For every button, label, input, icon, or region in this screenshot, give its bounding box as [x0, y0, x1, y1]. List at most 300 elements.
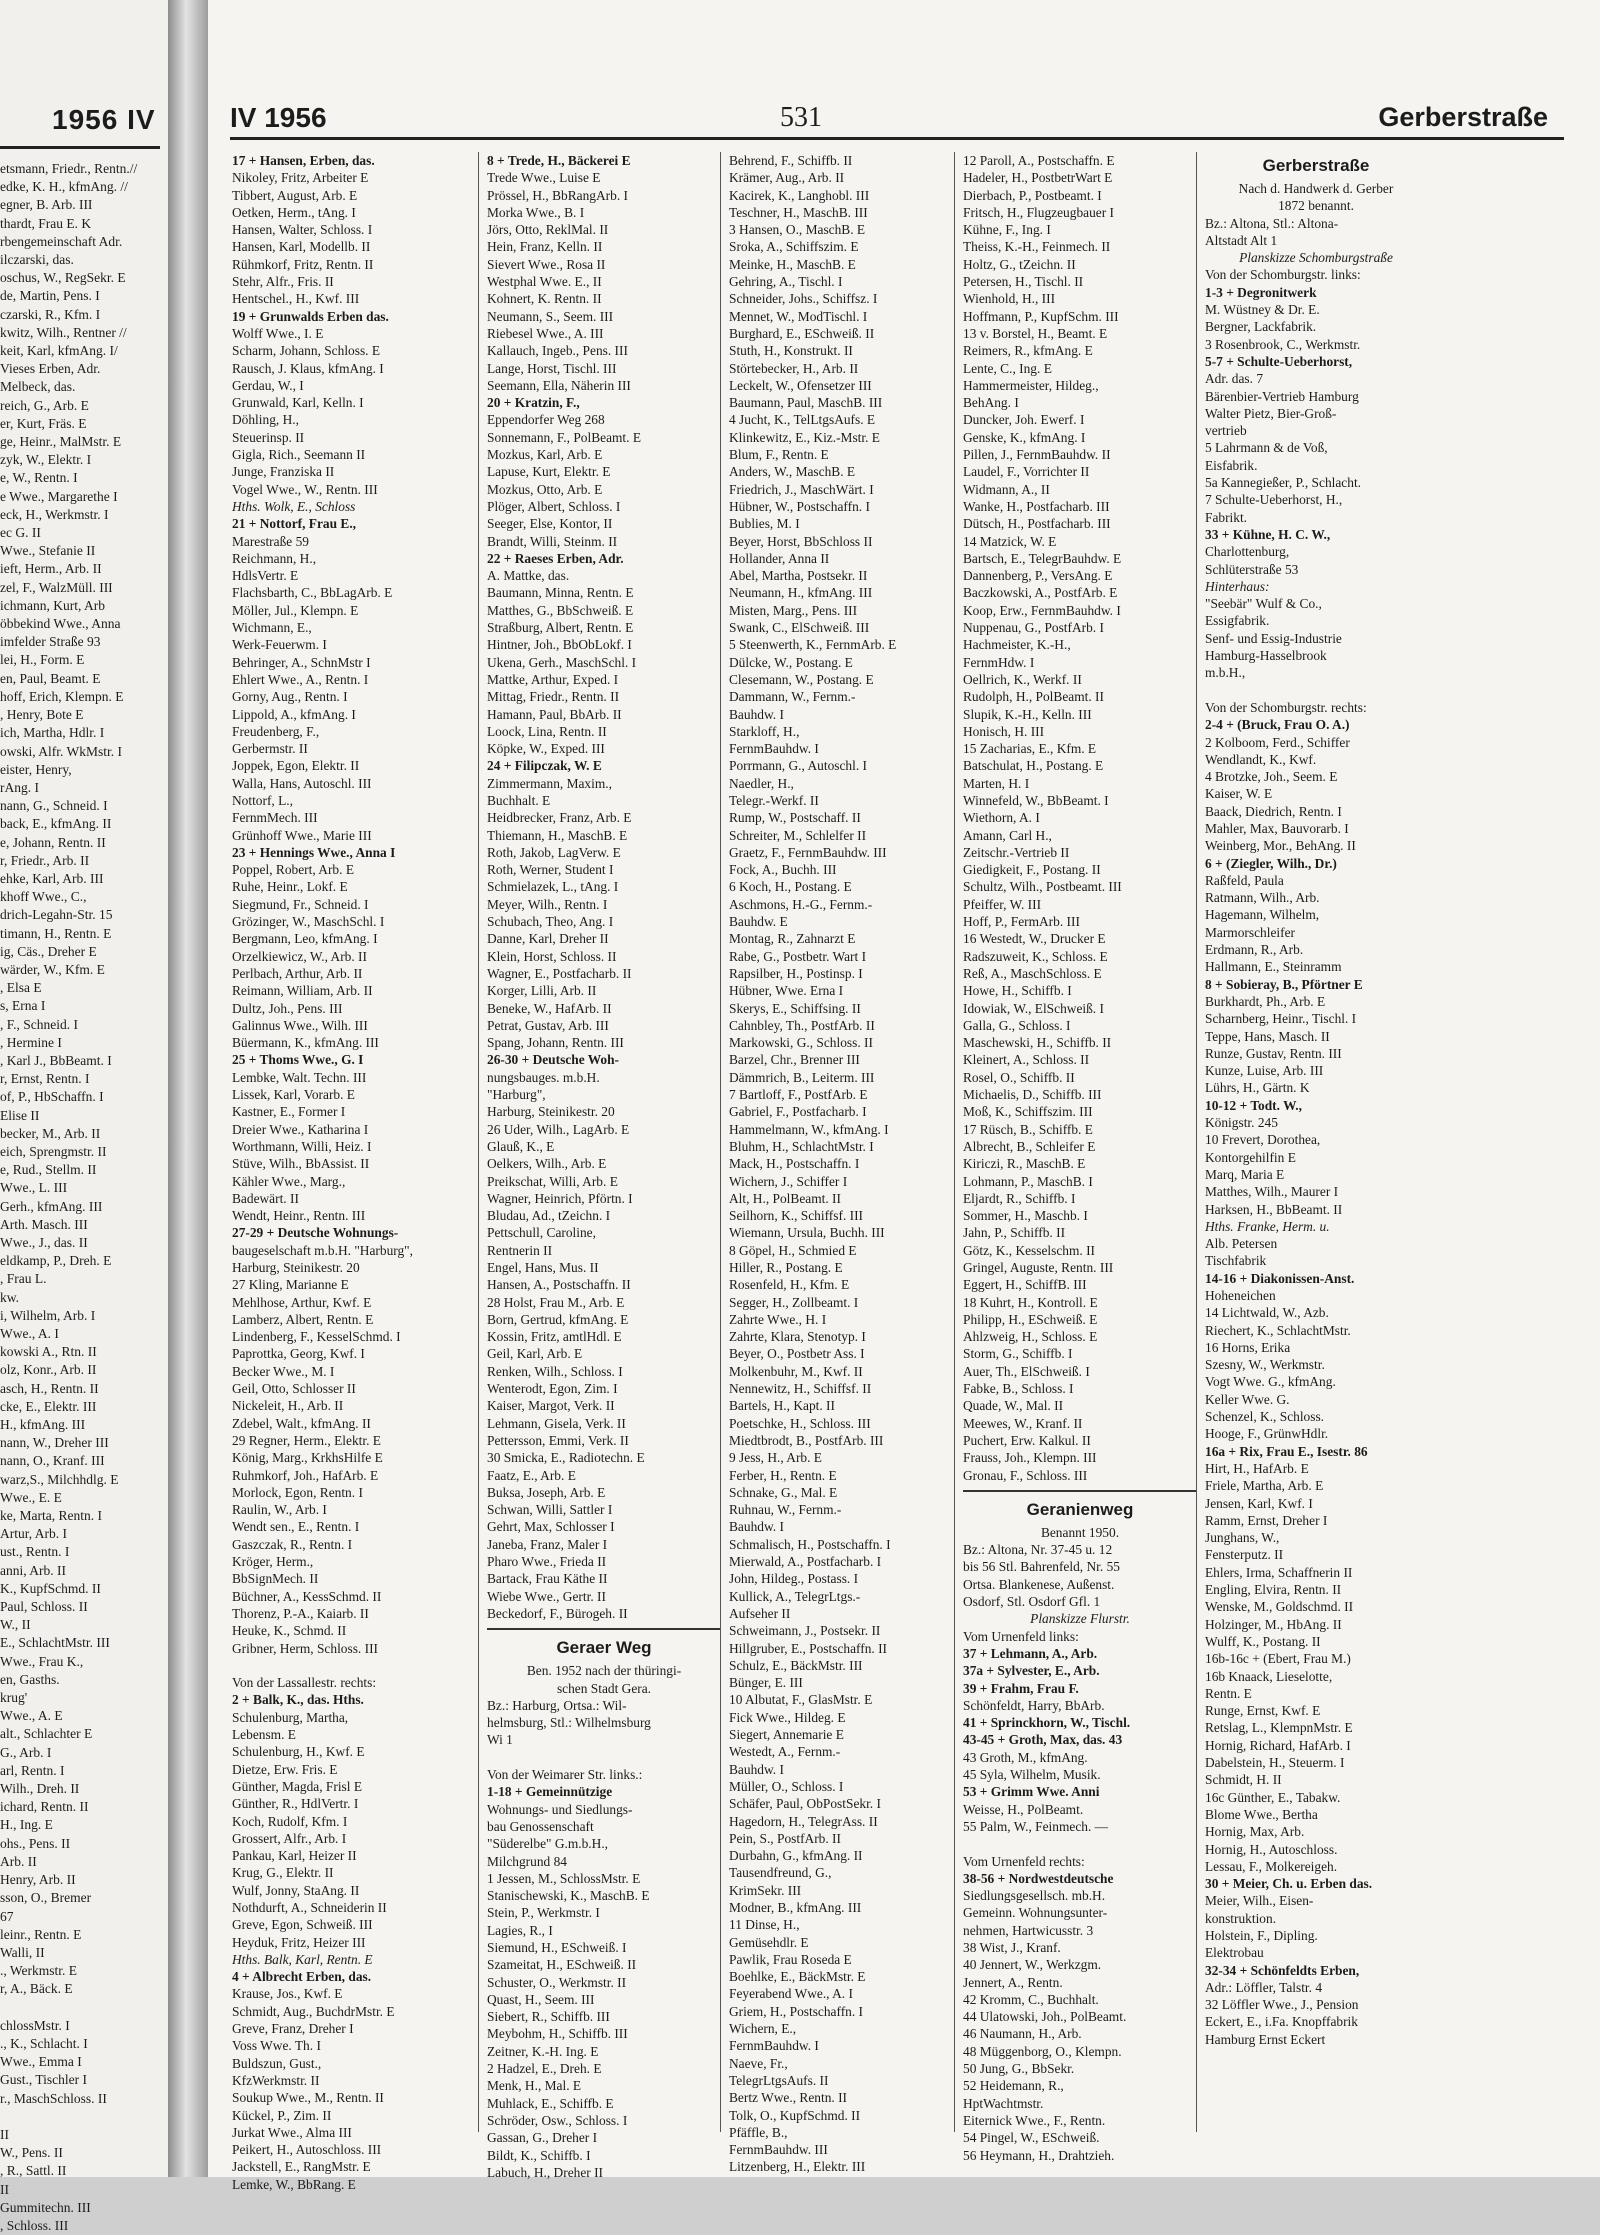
directory-entry: Geil, Karl, Arb. E [487, 1346, 583, 1362]
directory-entry: Auer, Th., ElSchweiß. I [963, 1363, 1090, 1379]
directory-entry: Junghans, W., [1205, 1530, 1280, 1546]
directory-entry: Erdmann, R., Arb. [1205, 942, 1304, 958]
directory-entry: Kähler Wwe., Marg., [232, 1173, 346, 1189]
directory-entry: Straßburg, Albert, Rentn. E [487, 620, 634, 636]
directory-entry: Lamberz, Albert, Rentn. E [232, 1311, 374, 1327]
directory-entry: Dreier Wwe., Katharina I [232, 1121, 369, 1137]
directory-entry: Graetz, F., FernmBauhdw. III [729, 844, 887, 860]
directory-entry: Mehlhose, Arthur, Kwf. E [232, 1294, 372, 1310]
left-page-line: , Frau L. [0, 1271, 47, 1287]
left-page-line: lei, H., Form. E [0, 652, 85, 668]
directory-entry: 16 Westedt, W., Drucker E [963, 931, 1106, 947]
directory-entry: Wagner, E., Postfacharb. II [487, 965, 632, 981]
directory-entry: 2 + Balk, K., das. Hths. [232, 1692, 364, 1708]
directory-entry: Kückel, P., Zim. II [232, 2107, 332, 2123]
directory-entry: 28 Holst, Frau M., Arb. E [487, 1294, 625, 1310]
directory-entry: 8 Göpel, H., Schmied E [729, 1242, 857, 1258]
directory-entry: Adr.: Löffler, Talstr. 4 [1205, 1979, 1323, 1995]
directory-entry: Hillgruber, E., Postschaffn. II [729, 1640, 888, 1656]
directory-entry: Jennert, A., Rentn. [963, 1974, 1063, 1990]
left-page-line: de, Martin, Pens. I [0, 288, 100, 304]
left-page-line: ust., Rentn. I [0, 1544, 70, 1560]
directory-entry: Ruhmkorf, Joh., HafArb. E [232, 1467, 379, 1483]
directory-entry: Siegmund, Fr., Schneid. I [232, 896, 369, 912]
directory-entry: Teppe, Hans, Masch. II [1205, 1028, 1330, 1044]
directory-entry: Eljardt, R., Schiffb. I [963, 1190, 1076, 1206]
directory-entry: Philipp, H., ESchweiß. E [963, 1311, 1098, 1327]
directory-entry: Pillen, J., FernmBauhdw. II [963, 447, 1111, 463]
directory-entry: Gronau, F., Schloss. III [963, 1467, 1088, 1483]
directory-entry: Dannenberg, P., VersAng. E [963, 568, 1113, 584]
left-page-line: r, A., Bäck. E [0, 1981, 73, 1997]
directory-entry: Geil, Otto, Schlosser II [232, 1381, 356, 1397]
left-page-line: etsmann, Friedr., Rentn.// [0, 161, 138, 176]
directory-entry: Pawlik, Frau Roseda E [729, 1951, 852, 1967]
left-page-line: Melbeck, das. [0, 379, 76, 395]
directory-entry: Gabriel, F., Postfacharb. I [729, 1104, 867, 1120]
directory-entry: Pharo Wwe., Frieda II [487, 1554, 607, 1570]
directory-entry: Von der Schomburgstr. links: [1205, 267, 1361, 283]
directory-entry: Sroka, A., Schiffszim. E [729, 239, 859, 255]
directory-entry: 16c Günther, E., Tabakw. [1205, 1789, 1341, 1805]
directory-entry: Molkenbuhr, M., Kwf. II [729, 1363, 863, 1379]
directory-entry: 13 v. Borstel, H., Beamt. E [963, 325, 1108, 341]
directory-entry: 27 Kling, Marianne E [232, 1277, 349, 1293]
directory-entry: Stein, P., Werkmstr. I [487, 1905, 600, 1921]
directory-entry: Morlock, Egon, Rentn. I [232, 1484, 363, 1500]
directory-entry: Morka Wwe., B. I [487, 204, 585, 220]
directory-entry: Bz.: Altona, Stl.: Altona- [1205, 215, 1339, 231]
left-page-line: wärder, W., Kfm. E [0, 961, 105, 977]
directory-entry: Brandt, Willi, Steinm. II [487, 533, 618, 549]
directory-entry: Müller, O., Schloss. I [729, 1778, 844, 1794]
directory-entry: Runze, Gustav, Rentn. III [1205, 1045, 1342, 1061]
directory-entry: Krug, G., Elektr. II [232, 1865, 334, 1881]
directory-entry: Nuppenau, G., PostfArb. I [963, 620, 1104, 636]
directory-entry: Gehring, A., Tischl. I [729, 274, 843, 290]
directory-entry: Von der Lassallestr. rechts: [232, 1675, 377, 1691]
directory-entry: Lessau, F., Molkereigeh. [1205, 1858, 1338, 1874]
directory-entry: 33 + Kühne, H. C. W., [1205, 526, 1331, 542]
directory-entry: Reimann, William, Arb. II [232, 983, 373, 999]
left-page-line: en, Paul, Beamt. E [0, 670, 101, 686]
directory-entry: Kacirek, K., Langhobl. III [729, 187, 870, 203]
left-page-line: czarski, R., Kfm. I [0, 306, 101, 322]
directory-entry: Wulf, Jonny, StaAng. II [232, 1882, 360, 1898]
left-page-line: e, Johann, Rentn. II [0, 834, 106, 850]
directory-entry: Matthes, G., BbSchweiß. E [487, 602, 634, 618]
directory-entry: Schulenburg, Martha, [232, 1709, 349, 1725]
directory-entry: Fock, A., Buchh. III [729, 862, 837, 878]
directory-entry: Lemke, W., BbRang. E [232, 2176, 356, 2192]
left-page-line: Artur, Arb. I [0, 1526, 67, 1542]
directory-entry: Trede Wwe., Luise E [487, 170, 601, 186]
directory-entry: Grünhoff Wwe., Marie III [232, 827, 372, 843]
directory-entry: Beneke, W., HafArb. II [487, 1000, 612, 1016]
directory-entry: Zahrte Wwe., H. I [729, 1311, 827, 1327]
directory-entry: Fick Wwe., Hildeg. E [729, 1709, 846, 1725]
directory-column-2 [478, 152, 721, 2180]
directory-entry: Bartels, H., Kapt. II [729, 1398, 835, 1414]
directory-entry: Quast, H., Seem. III [487, 1991, 595, 2007]
directory-entry: Hooge, F., GrünwHdlr. [1205, 1426, 1329, 1442]
left-page-line: of, P., HbSchaffn. I [0, 1089, 104, 1105]
directory-entry: Lapuse, Kurt, Elektr. E [487, 464, 611, 480]
directory-entry: 38-56 + Nordwestdeutsche [963, 1870, 1114, 1886]
left-page-line [0, 2108, 160, 2126]
directory-entry: 43-45 + Groth, Max, das. 43 [963, 1732, 1123, 1748]
left-page-line: imfelder Straße 93 [0, 634, 101, 650]
directory-entry: Petrat, Gustav, Arb. III [487, 1017, 609, 1033]
left-page-line: e Wwe., Margarethe I [0, 488, 118, 504]
directory-entry: 4 + Albrecht Erben, das. [232, 1969, 372, 1985]
left-page-line: sson, O., Bremer [0, 1890, 92, 1906]
left-page-line: er, Kurt, Fräs. E [0, 415, 87, 431]
directory-entry: Wichern, J., Schiffer I [729, 1173, 848, 1189]
directory-entry: Schmidt, H. II [1205, 1772, 1282, 1788]
directory-entry: Leckelt, W., Ofensetzer III [729, 377, 872, 393]
directory-entry: Bergner, Lackfabrik. [1205, 319, 1317, 335]
directory-entry: Cahnbley, Th., PostfArb. II [729, 1017, 875, 1033]
left-page-line: E., SchlachtMstr. III [0, 1635, 110, 1651]
directory-entry: 6 Koch, H., Postang. E [729, 879, 852, 895]
directory-entry: Plöger, Albert, Schloss. I [487, 498, 621, 514]
directory-entry: Bauhdw. I [729, 706, 784, 722]
directory-entry: Engling, Elvira, Rentn. II [1205, 1582, 1342, 1598]
directory-entry: 8 + Sobieray, B., Pförtner E [1205, 976, 1363, 992]
directory-entry: Renken, Wilh., Schloss. I [487, 1363, 623, 1379]
left-page-line: krug' [0, 1690, 28, 1706]
directory-entry: Misten, Marg., Pens. III [729, 602, 858, 618]
directory-entry: Pfäffle, B., [729, 2124, 788, 2140]
directory-entry: 38 Wist, J., Kranf. [963, 1939, 1061, 1955]
left-page-line: ge, Heinr., MalMstr. E [0, 434, 122, 450]
directory-entry: Lissek, Karl, Vorarb. E [232, 1087, 355, 1103]
directory-entry: FernmBauhdw. III [729, 2142, 828, 2158]
left-page-line: K., KupfSchmd. II [0, 1580, 101, 1596]
directory-entry: Wohnungs- und Siedlungs- [487, 1801, 633, 1817]
street-heading: Geraer Weg [487, 1628, 721, 1662]
left-page-line: , Elsa E [0, 980, 42, 996]
directory-entry: Koop, Erw., FernmBauhdw. I [963, 602, 1121, 618]
directory-entry: Moß, K., Schiffszim. III [963, 1104, 1093, 1120]
left-page-line: oschus, W., RegSekr. E [0, 270, 126, 286]
directory-entry: Miedtbrodt, B., PostfArb. III [729, 1432, 884, 1448]
left-page-line: kowski A., Rtn. II [0, 1344, 97, 1360]
directory-entry: Reß, A., MaschSchloss. E [963, 965, 1102, 981]
directory-entry: Siebert, R., Schiffb. III [487, 2009, 610, 2025]
directory-entry: Hirt, H., HafArb. E [1205, 1460, 1309, 1476]
left-page-line: thardt, Frau E. K [0, 215, 92, 231]
directory-entry: 41 + Sprinckhorn, W., Tischl. [963, 1715, 1131, 1731]
directory-entry: Marq, Maria E [1205, 1166, 1285, 1182]
directory-entry: Bartack, Frau Käthe II [487, 1571, 608, 1587]
directory-entry: Hths. Franke, Herm. u. [1205, 1218, 1330, 1234]
directory-page [208, 0, 1600, 2192]
directory-entry: Flachsbarth, C., BbLagArb. E [232, 585, 393, 601]
directory-entry: 45 Syla, Wilhelm, Musik. [963, 1767, 1101, 1783]
directory-entry: Genske, K., kfmAng. I [963, 429, 1086, 445]
directory-entry: 26-30 + Deutsche Woh- [487, 1052, 619, 1068]
directory-entry: Elektrobau [1205, 1945, 1264, 1961]
directory-entry: Burkhardt, Ph., Arb. E [1205, 993, 1326, 1009]
directory-entry: 5-7 + Schulte-Ueberhorst, [1205, 353, 1353, 369]
directory-entry: Dammann, W., Fernm.- [729, 689, 856, 705]
directory-entry: Dietze, Erw. Fris. E [232, 1761, 338, 1777]
directory-entry: 30 + Meier, Ch. u. Erben das. [1205, 1876, 1373, 1892]
directory-entry: Schubach, Theo, Ang. I [487, 914, 614, 930]
directory-entry: Schmalisch, H., Postschaffn. I [729, 1536, 891, 1552]
directory-entry: Stehr, Alfr., Fris. II [232, 274, 334, 290]
left-page-line [0, 1999, 160, 2017]
directory-entry: Griem, H., Postschaffn. I [729, 2003, 864, 2019]
left-page-line: reich, G., Arb. E [0, 397, 89, 413]
directory-entry: Hoheneichen [1205, 1288, 1276, 1303]
directory-entry: Mozkus, Karl, Arb. E [487, 447, 603, 463]
directory-entry: Rausch, J. Klaus, kfmAng. I [232, 360, 384, 376]
directory-entry: Wendlandt, K., Kwf. [1205, 751, 1317, 767]
directory-entry: 54 Pingel, W., ESchweiß. [963, 2130, 1100, 2146]
directory-entry: 10-12 + Todt. W., [1205, 1097, 1302, 1113]
left-page-line: alt., Schlachter E [0, 1726, 93, 1742]
directory-entry: Mierwald, A., Postfacharb. I [729, 1554, 882, 1570]
directory-entry: 14 Lichtwald, W., Azb. [1205, 1305, 1329, 1321]
directory-entry: 11 Dinse, H., [729, 1917, 800, 1933]
directory-entry: Grossert, Alfr., Arb. I [232, 1830, 347, 1846]
left-page-line: rbengemeinschaft Adr. [0, 233, 123, 249]
directory-entry: Bauhdw. I [729, 1519, 784, 1535]
directory-entry: Marestraße 59 [232, 533, 309, 549]
directory-entry: Schmidt, Aug., BuchdrMstr. E [232, 2003, 395, 2019]
directory-entry: Michaelis, D., Schiffb. III [963, 1087, 1102, 1103]
directory-entry: 9 Jess, H., Arb. E [729, 1450, 822, 1466]
directory-entry: Zimmermann, Maxim., [487, 775, 612, 791]
page-header [208, 96, 1600, 140]
left-page-line: en, Gasths. [0, 1671, 60, 1687]
directory-columns [232, 152, 1566, 2192]
left-page-line: W., Pens. II [0, 2145, 63, 2161]
directory-entry: Marten, H. I [963, 775, 1030, 791]
directory-entry: Reimers, R., kfmAng. E [963, 343, 1093, 359]
directory-entry: Zahrte, Klara, Stenotyp. I [729, 1329, 866, 1345]
left-page-line: hoff, Erich, Klempn. E [0, 688, 124, 704]
directory-entry: 4 Jucht, K., TelLtgsAufs. E [729, 412, 876, 428]
directory-entry: Bärenbier-Vertrieb Hamburg [1205, 388, 1359, 404]
directory-entry: Quade, W., Mal. II [963, 1398, 1064, 1414]
directory-entry: Zeitner, K.-H. Ing. E [487, 2043, 599, 2059]
directory-entry: Rentnerin II [487, 1242, 553, 1258]
directory-entry: Voss Wwe. Th. I [232, 2038, 321, 2054]
directory-entry: Lohmann, P., MaschB. I [963, 1173, 1093, 1189]
directory-entry: Pankau, Karl, Heizer II [232, 1848, 357, 1864]
left-page-line: khoff Wwe., C., [0, 889, 87, 905]
directory-entry: Siegert, Annemarie E [729, 1727, 844, 1743]
directory-entry: Junge, Franziska II [232, 464, 335, 480]
directory-entry: Lange, Horst, Tischl. III [487, 360, 617, 376]
directory-entry: Clesemann, W., Postang. E [729, 671, 874, 687]
directory-entry: Grözinger, W., MaschSchl. I [232, 914, 385, 930]
directory-entry: Hamann, Paul, BbArb. II [487, 706, 622, 722]
left-page-line: edke, K. H., kfmAng. // [0, 179, 128, 195]
directory-entry: Büchner, A., KessSchmd. II [232, 1588, 382, 1604]
directory-entry: Hansen, A., Postschaffn. II [487, 1277, 631, 1293]
left-page-line: W., II [0, 1617, 31, 1633]
directory-entry: Telegr.-Werkf. II [729, 792, 819, 808]
left-page-line: ig, Cäs., Dreher E [0, 943, 97, 959]
directory-entry: Kastner, E., Former I [232, 1104, 346, 1120]
directory-entry: Stuth, H., Konstrukt. II [729, 343, 853, 359]
directory-entry: 53 + Grimm Wwe. Anni [963, 1784, 1100, 1800]
directory-entry: Rudolph, H., PolBeamt. II [963, 689, 1104, 705]
directory-entry: Fabrikt. [1205, 509, 1248, 525]
directory-entry: John, Hildeg., Postass. I [729, 1571, 859, 1587]
left-page-line: i, Wilhelm, Arb. I [0, 1307, 96, 1323]
directory-entry: Krämer, Aug., Arb. II [729, 170, 845, 186]
directory-entry: Mattke, Arthur, Exped. I [487, 671, 619, 687]
directory-entry: Burghard, E., ESchweiß. II [729, 325, 875, 341]
left-page-line: nann, O., Kranf. III [0, 1453, 105, 1469]
left-facing-page [0, 0, 169, 2233]
directory-entry: Eisfabrik. [1205, 457, 1258, 473]
directory-entry: Kiriczi, R., MaschB. E [963, 1156, 1086, 1172]
directory-entry: Wenterodt, Egon, Zim. I [487, 1381, 618, 1397]
directory-entry: Retslag, L., KlempnMstr. E [1205, 1720, 1353, 1736]
directory-entry: Riechert, K., SchlachtMstr. [1205, 1322, 1351, 1338]
directory-entry: Nennewitz, H., Schiffsf. II [729, 1381, 872, 1397]
directory-entry: Roth, Werner, Student I [487, 862, 614, 878]
directory-entry: 37a + Sylvester, E., Arb. [963, 1663, 1100, 1679]
directory-entry: Hornig, Richard, HafArb. I [1205, 1737, 1351, 1753]
directory-entry: Buldszun, Gust., [232, 2055, 322, 2071]
left-page-line: , F., Schneid. I [0, 1016, 79, 1032]
directory-entry: Ramm, Ernst, Dreher I [1205, 1512, 1328, 1528]
directory-entry: Tolk, O., KupfSchmd. II [729, 2107, 861, 2123]
directory-entry: Gassan, G., Dreher I [487, 2130, 598, 2146]
directory-entry: Charlottenburg, [1205, 544, 1290, 560]
directory-entry: Osdorf, Stl. Osdorf Gfl. 1 [963, 1594, 1101, 1610]
left-page-line: ichard, Rentn. II [0, 1799, 89, 1815]
directory-entry: Ortsa. Blankenese, Außenst. [963, 1576, 1115, 1592]
directory-entry: Nikoley, Fritz, Arbeiter E [232, 170, 369, 186]
directory-entry: Hachmeister, K.-H., [963, 637, 1071, 653]
directory-entry: bau Genossenschaft [487, 1818, 594, 1834]
directory-entry: Bauhdw. E [729, 914, 788, 930]
directory-entry: Siemund, H., ESchweiß. I [487, 1939, 627, 1955]
left-page-line: Wwe., Emma I [0, 2054, 82, 2070]
directory-entry: Schreiter, M., Schlelfer II [729, 827, 867, 843]
directory-entry: Fritsch, H., Flugzeugbauer I [963, 204, 1114, 220]
directory-entry: Lehmann, Gisela, Verk. II [487, 1415, 626, 1431]
directory-entry: Thorenz, P.-A., Kaiarb. II [232, 1605, 369, 1621]
directory-entry [963, 1835, 1197, 1852]
directory-entry: Bludau, Ad., tZeichn. I [487, 1208, 611, 1224]
directory-entry: Klinkewitz, E., Kiz.-Mstr. E [729, 429, 880, 445]
directory-entry: Abel, Martha, Postsekr. II [729, 568, 868, 584]
directory-entry: Fensterputz. II [1205, 1547, 1284, 1563]
directory-entry: 12 Paroll, A., Postschaffn. E [963, 153, 1115, 168]
directory-entry: Dierbach, P., Postbeamt. I [963, 187, 1102, 203]
directory-entry: Pettersson, Emmi, Verk. II [487, 1432, 629, 1448]
left-page-line: Arb. II [0, 1853, 37, 1869]
left-page-line: becker, M., Arb. II [0, 1125, 101, 1141]
directory-entry: Nothdurft, A., Schneiderin II [232, 1899, 387, 1915]
directory-entry: Engel, Hans, Mus. II [487, 1260, 599, 1275]
left-page-line: H., kfmAng. III [0, 1417, 86, 1433]
directory-entry: 48 Müggenborg, O., Klempn. [963, 2043, 1122, 2059]
left-page-line: Wwe., Frau K., [0, 1653, 84, 1669]
directory-entry: 15 Zacharias, E., Kfm. E [963, 741, 1097, 757]
directory-entry: Wiemann, Ursula, Buchh. III [729, 1225, 885, 1241]
directory-entry: Schröder, Osw., Schloss. I [487, 2112, 628, 2128]
directory-entry: Ehlers, Irma, Schaffnerin II [1205, 1564, 1353, 1580]
directory-entry: Rump, W., Postschaff. II [729, 810, 861, 826]
directory-entry: nungsbauges. m.b.H. [487, 1069, 600, 1085]
directory-entry: Seilhorn, K., Schiffsf. III [729, 1208, 864, 1224]
directory-entry: Harksen, H., BbBeamt. II [1205, 1201, 1343, 1217]
directory-entry: Schuster, O., Werkmstr. II [487, 1974, 627, 1990]
left-page-line: , Schloss. III [0, 2217, 69, 2233]
directory-entry: 25 + Thoms Wwe., G. I [232, 1052, 364, 1068]
directory-entry: "Harburg", [487, 1087, 546, 1103]
left-page-line: olz, Konr., Arb. II [0, 1362, 97, 1378]
directory-entry: Hansen, Karl, Modellb. II [232, 239, 371, 255]
directory-entry: 1 Jessen, M., SchlossMstr. E [487, 1870, 641, 1886]
directory-entry: Jurkat Wwe., Alma III [232, 2124, 352, 2140]
directory-entry: 1-3 + Degronitwerk [1205, 284, 1317, 300]
directory-entry: Baczkowski, A., PostfArb. E [963, 585, 1118, 601]
directory-entry: 2-4 + (Bruck, Frau O. A.) [1205, 717, 1350, 733]
directory-column-3 [720, 152, 955, 2175]
directory-entry: Werk-Feuerwm. I [232, 637, 327, 653]
left-page-line: owski, Alfr. WkMstr. I [0, 743, 123, 759]
directory-entry: Szesny, W., Werkmstr. [1205, 1357, 1325, 1373]
directory-entry: Von der Weimarer Str. links.: [487, 1767, 643, 1783]
directory-entry: Seeger, Else, Kontor, II [487, 516, 613, 532]
directory-entry: Giedigkeit, F., Postang. II [963, 862, 1101, 878]
directory-entry: Raßfeld, Paula [1205, 872, 1284, 888]
left-page-line: ohs., Pens. II [0, 1835, 71, 1851]
directory-entry: 18 Kuhrt, H., Kontroll. E [963, 1294, 1098, 1310]
directory-entry: Aschmons, H.-G., Fernm.- [729, 896, 873, 912]
directory-entry: baugeselschaft m.b.H. "Harburg", [232, 1242, 413, 1258]
left-page-line: Wwe., A. E [0, 1708, 63, 1724]
directory-entry: Jensen, Karl, Kwf. I [1205, 1495, 1313, 1511]
directory-entry: Friedrich, J., MaschWärt. I [729, 481, 874, 497]
directory-entry: Schwan, Willi, Sattler I [487, 1502, 613, 1518]
directory-entry: Galinnus Wwe., Wilh. III [232, 1017, 368, 1033]
directory-entry: Matthes, Wilh., Maurer I [1205, 1184, 1339, 1200]
directory-entry: Büermann, K., kfmAng. III [232, 1035, 379, 1051]
directory-entry: Schnake, G., Mal. E [729, 1484, 838, 1500]
directory-entry: Nottorf, L., [232, 792, 293, 808]
directory-entry: Wendt, Heinr., Rentn. III [232, 1208, 366, 1224]
directory-entry: m.b.H., [1205, 665, 1246, 681]
directory-entry: Ahlzweig, H., Schloss. E [963, 1329, 1098, 1345]
directory-entry: 19 + Grunwalds Erben das. [232, 308, 389, 324]
directory-entry: 42 Kromm, C., Buchhalt. [963, 1991, 1099, 2007]
directory-entry: Storm, G., Schiffb. I [963, 1346, 1073, 1362]
directory-entry: 52 Heidemann, R., [963, 2078, 1064, 2094]
directory-entry: Essigfabrik. [1205, 613, 1270, 629]
directory-entry: Günther, R., HdlVertr. I [232, 1796, 359, 1812]
directory-entry: Lagies, R., I [487, 1922, 553, 1938]
directory-entry: Steuerinsp. II [232, 429, 305, 445]
directory-entry: Siedlungsgesellsch. mb.H. [963, 1888, 1106, 1904]
directory-entry: Nach d. Handwerk d. Gerber [1238, 181, 1394, 196]
directory-entry: Montag, R., Zahnarzt E [729, 931, 856, 947]
left-page-line: warz,S., Milchhdlg. E [0, 1471, 119, 1487]
directory-entry: Bergmann, Leo, kfmAng. I [232, 931, 378, 947]
